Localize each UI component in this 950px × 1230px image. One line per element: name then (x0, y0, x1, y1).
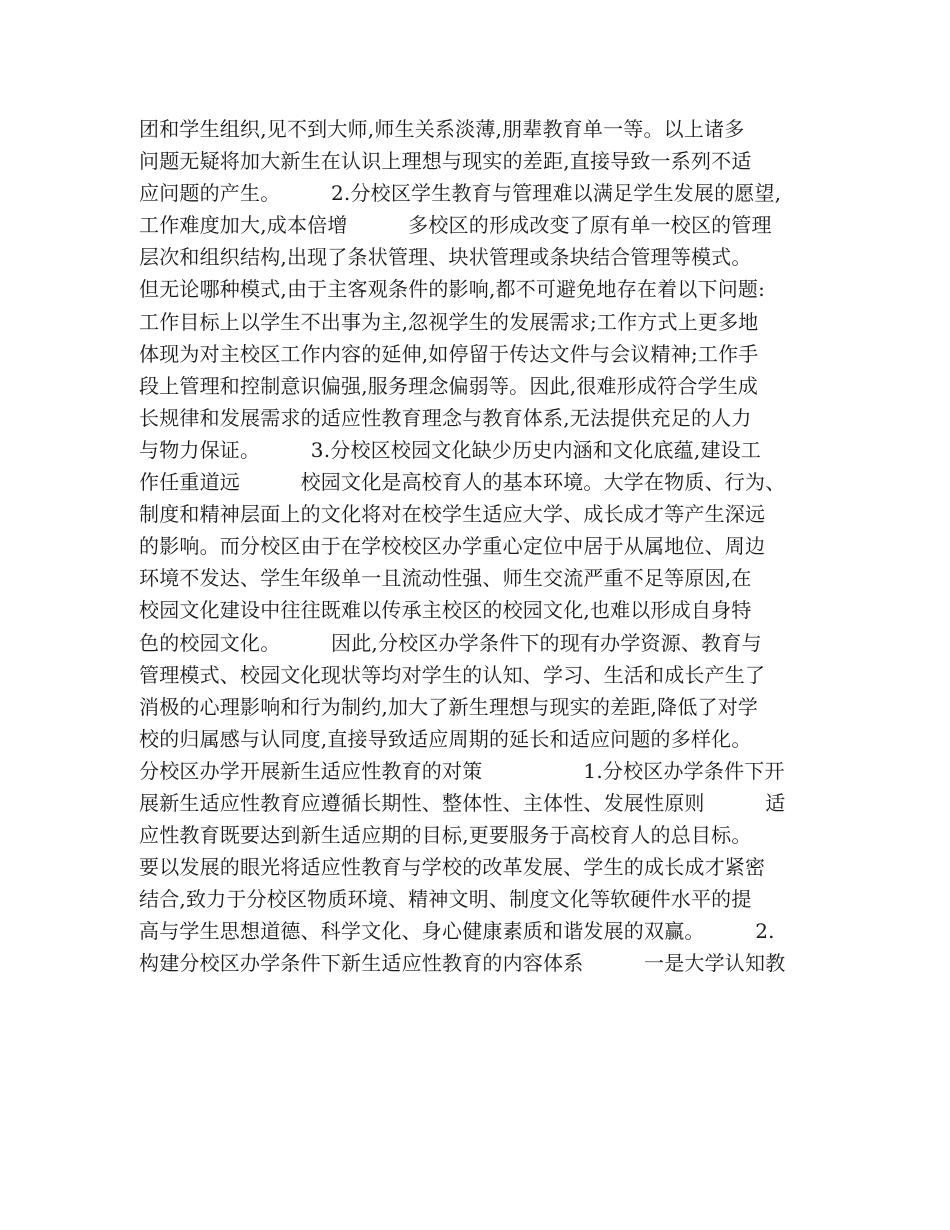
text-line: 高与学生思想道德、科学文化、身心健康素质和谐发展的双赢。 2. (139, 919, 775, 944)
text-line: 工作难度加大,成本倍增 多校区的形成改变了原有单一校区的管理 (139, 213, 772, 238)
text-line: 管理模式、校园文化现状等均对学生的认知、学习、生活和成长产生了 (139, 662, 766, 687)
text-line: 构建分校区办学条件下新生适应性教育的内容体系 一是大学认知教 (139, 951, 786, 976)
text-line: 作任重道远 校园文化是高校育人的基本环境。大学在物质、行为、 (139, 470, 786, 495)
text-line: 工作目标上以学生不出事为主,忽视学生的发展需求;工作方式上更多地 (139, 309, 759, 334)
text-line: 环境不发达、学生年级单一且流动性强、师生交流严重不足等原因,在 (139, 566, 752, 591)
body-text (139, 113, 839, 980)
text-line: 展新生适应性教育应遵循长期性、整体性、主体性、发展性原则 适 (139, 790, 786, 815)
text-line: 但无论哪种模式,由于主客观条件的影响,都不可避免地存在着以下问题: (139, 277, 766, 302)
text-line: 体现为对主校区工作内容的延伸,如停留于传达文件与会议精神;工作手 (139, 341, 759, 366)
text-line: 制度和精神层面上的文化将对在校学生适应大学、成长成才等产生深远 (139, 502, 766, 527)
text-line: 层次和组织结构,出现了条状管理、块状管理或条块结合管理等模式。 (139, 245, 752, 270)
text-line: 分校区办学开展新生适应性教育的对策 1.分校区办学条件下开 (139, 758, 785, 783)
text-line: 消极的心理影响和行为制约,加大了新生理想与现实的差距,降低了对学 (139, 694, 759, 719)
text-line: 的影响。而分校区由于在学校校区办学重心定位中居于从属地位、周边 (139, 534, 766, 559)
text-line: 与物力保证。 3.分校区校园文化缺少历史内涵和文化底蕴,建设工 (139, 437, 762, 462)
text-line: 校园文化建设中往往既难以传承主校区的校园文化,也难以形成自身特 (139, 598, 752, 623)
text-line: 色的校园文化。 因此,分校区办学条件下的现有办学资源、教育与 (139, 630, 762, 655)
text-line: 团和学生组织,见不到大师,师生关系淡薄,朋辈教育单一等。以上诸多 (139, 117, 745, 141)
text-line: 校的归属感与认同度,直接导致适应周期的延长和适应问题的多样化。 (139, 726, 752, 751)
text-line: 长规律和发展需求的适应性教育理念与教育体系,无法提供充足的人力 (139, 405, 752, 430)
text-line: 结合,致力于分校区物质环境、精神文明、制度文化等软硬件水平的提 (139, 887, 752, 912)
text-line: 段上管理和控制意识偏强,服务理念偏弱等。因此,很难形成符合学生成 (139, 373, 759, 398)
text-line: 要以发展的眼光将适应性教育与学校的改革发展、学生的成长成才紧密 (139, 855, 766, 880)
text-line: 应性教育既要达到新生适应期的目标,更要服务于高校育人的总目标。 (139, 823, 752, 848)
text-line: 应问题的产生。 2.分校区学生教育与管理难以满足学生发展的愿望, (139, 181, 782, 206)
text-line: 问题无疑将加大新生在认识上理想与现实的差距,直接导致一系列不适 (139, 149, 752, 174)
